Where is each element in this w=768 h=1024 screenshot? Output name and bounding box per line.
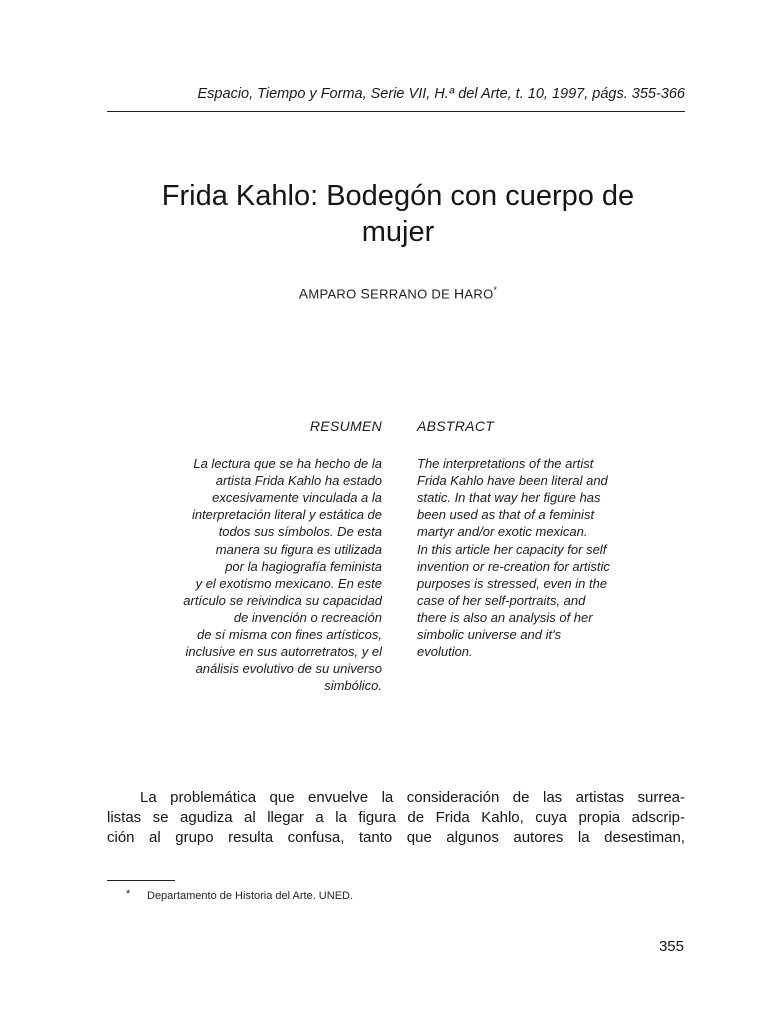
footnote-text: Departamento de Historia del Arte. UNED. xyxy=(147,890,354,902)
header-rule xyxy=(107,111,685,112)
resumen-line: artista Frida Kahlo ha estado xyxy=(215,473,382,489)
resumen-line: análisis evolutivo de su universo xyxy=(195,661,382,677)
title-line-1: Frida Kahlo: Bodegón con cuerpo de xyxy=(161,180,635,212)
abstract-column xyxy=(417,418,687,660)
author-name: AMPARO SERRANO DE HARO* xyxy=(298,285,498,302)
resumen-line: La lectura que se ha hecho de la xyxy=(193,456,382,472)
running-head: Espacio, Tiempo y Forma, Serie VII, H.ª del Arte, t. 10, 1997, págs. 355-366 xyxy=(197,86,685,102)
resumen-heading: RESUMEN xyxy=(309,418,382,434)
abstract-line: simbolic universe and it's xyxy=(417,627,562,643)
body-line: ción al grupo resulta confusa, tanto que algunos autores la desestiman, xyxy=(107,829,685,846)
footnote-mark: * xyxy=(126,888,131,900)
body-line: listas se agudiza al llegar a la figura de Frida Kahlo, cuya propia adscrip- xyxy=(107,809,685,826)
abstract-line: there is also an analysis of her xyxy=(417,609,593,625)
title-line-2: mujer xyxy=(361,216,435,248)
author-note-mark: * xyxy=(493,285,498,295)
abstract-line: static. In that way her figure has xyxy=(417,490,601,506)
footnote-rule xyxy=(107,880,175,881)
resumen-column xyxy=(130,418,382,694)
abstract-line: martyr and/or exotic mexican. xyxy=(417,524,588,540)
resumen-line: inclusive en sus autorretratos, y el xyxy=(185,644,382,660)
resumen-line: de invención o recreación xyxy=(233,609,382,625)
article-title xyxy=(100,178,696,250)
resumen-line: artículo se reivindica su capacidad xyxy=(183,592,382,608)
resumen-line: simbólico. xyxy=(324,678,382,694)
resumen-line: y el exotismo mexicano. En este xyxy=(195,575,382,591)
abstract-line: The interpretations of the artist xyxy=(417,456,594,472)
resumen-line: por la hagiografía feminista xyxy=(225,558,382,574)
resumen-line: excesivamente vinculada a la xyxy=(212,490,382,506)
resumen-line: de sí misma con fines artísticos, xyxy=(197,627,382,643)
resumen-line: interpretación literal y estática de xyxy=(191,507,382,523)
resumen-line: todos sus símbolos. De esta xyxy=(218,524,382,540)
abstract-line: been used as that of a feminist xyxy=(417,507,595,523)
footnote xyxy=(126,890,353,902)
abstract-line: case of her self-portraits, and xyxy=(417,592,586,608)
abstract-line: purposes is stressed, even in the xyxy=(417,575,608,591)
abstract-line: invention or re-creation for artistic xyxy=(417,558,610,574)
abstract-heading: ABSTRACT xyxy=(417,418,495,434)
page-number: 355 xyxy=(658,938,684,955)
abstract-line: evolution. xyxy=(417,644,473,660)
body-paragraph xyxy=(107,788,685,848)
abstract-line: Frida Kahlo have been literal and xyxy=(417,473,608,489)
abstract-line: In this article her capacity for self xyxy=(417,541,607,557)
resumen-line: manera su figura es utilizada xyxy=(215,541,382,557)
body-line: La problemática que envuelve la consideración de las artistas surrea- xyxy=(140,789,685,806)
